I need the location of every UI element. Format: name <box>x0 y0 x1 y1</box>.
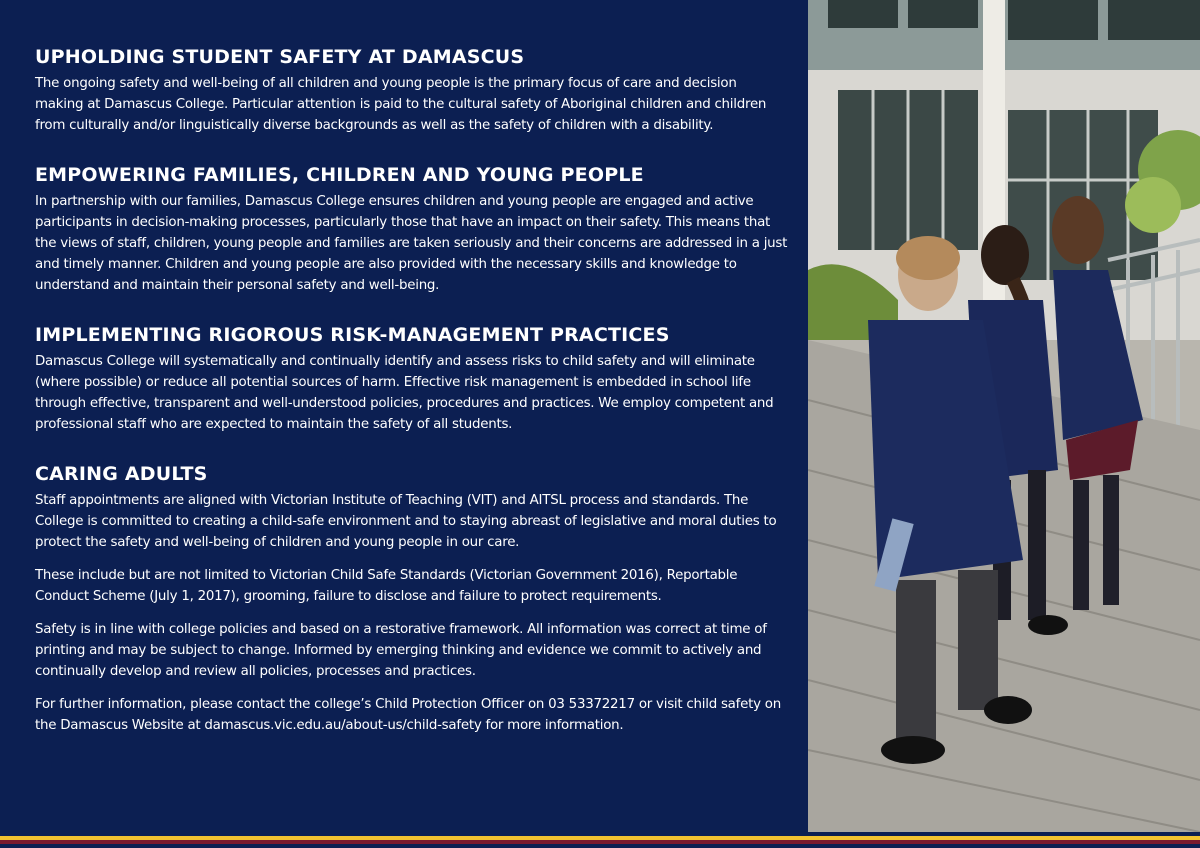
section-paragraph: For further information, please contact the college’s Child Protection Officer on 03 53372217 or visit child safety on the Damascus Website at damascus.vic.edu.au/about-us/child-safety for more information. <box>35 697 781 733</box>
students-on-stairs-photo <box>808 0 1200 832</box>
section-paragraph: The ongoing safety and well-being of all children and young people is the primary focus of care and decision making at Damascus College. Particular attention is paid to the cultural safety of Aboriginal children and children from culturally and/or linguistically diverse backgrounds as well as the safety of children with a disability. <box>35 76 767 133</box>
section-heading: IMPLEMENTING RIGOROUS RISK-MANAGEMENT PRACTICES <box>35 324 670 346</box>
section-heading: EMPOWERING FAMILIES, CHILDREN AND YOUNG PEOPLE <box>35 164 644 186</box>
section-paragraph: These include but are not limited to Victorian Child Safe Standards (Victorian Government 2016), Reportable Conduct Scheme (July 1, 2017), grooming, failure to disclose and failure to protect requirements. <box>35 568 738 604</box>
stripe-navy-bottom <box>0 844 1200 848</box>
footer-stripes <box>0 832 1200 848</box>
section-paragraph: Staff appointments are aligned with Victorian Institute of Teaching (VIT) and AITSL process and standards. The College is committed to creating a child-safe environment and to staying abreast of legislative and moral duties to protect the safety and well-being of children and young people in our care. <box>35 493 777 550</box>
section-heading: UPHOLDING STUDENT SAFETY AT DAMASCUS <box>35 46 525 68</box>
section-paragraph: In partnership with our families, Damascus College ensures children and young people are engaged and active participants in decision-making processes, particularly those that have an impact on their safety. This means that the views of staff, children, young people and families are taken seriously and their concerns are addressed in a just and timely manner. Children and young people are also provided with the necessary skills and knowledge to understand and maintain their personal safety and well-being. <box>35 194 788 293</box>
section-paragraph: Damascus College will systematically and continually identify and assess risks to child safety and will eliminate (where possible) or reduce all potential sources of harm. Effective risk management is embedded in school life through effective, transparent and well-understood policies, procedures and practices. We employ competent and professional staff who are expected to maintain the safety of all students. <box>35 354 774 432</box>
section-caring-adults <box>35 461 788 736</box>
section-heading: CARING ADULTS <box>35 463 208 485</box>
section-risk-management <box>35 322 788 435</box>
section-upholding-safety <box>35 44 788 136</box>
section-empowering-families <box>35 162 788 296</box>
section-paragraph: Safety is in line with college policies and based on a restorative framework. All information was correct at time of printing and may be subject to change. Informed by emerging thinking and evidence we commit to actively and continually develop and review all policies, processes and practices. <box>35 622 767 679</box>
